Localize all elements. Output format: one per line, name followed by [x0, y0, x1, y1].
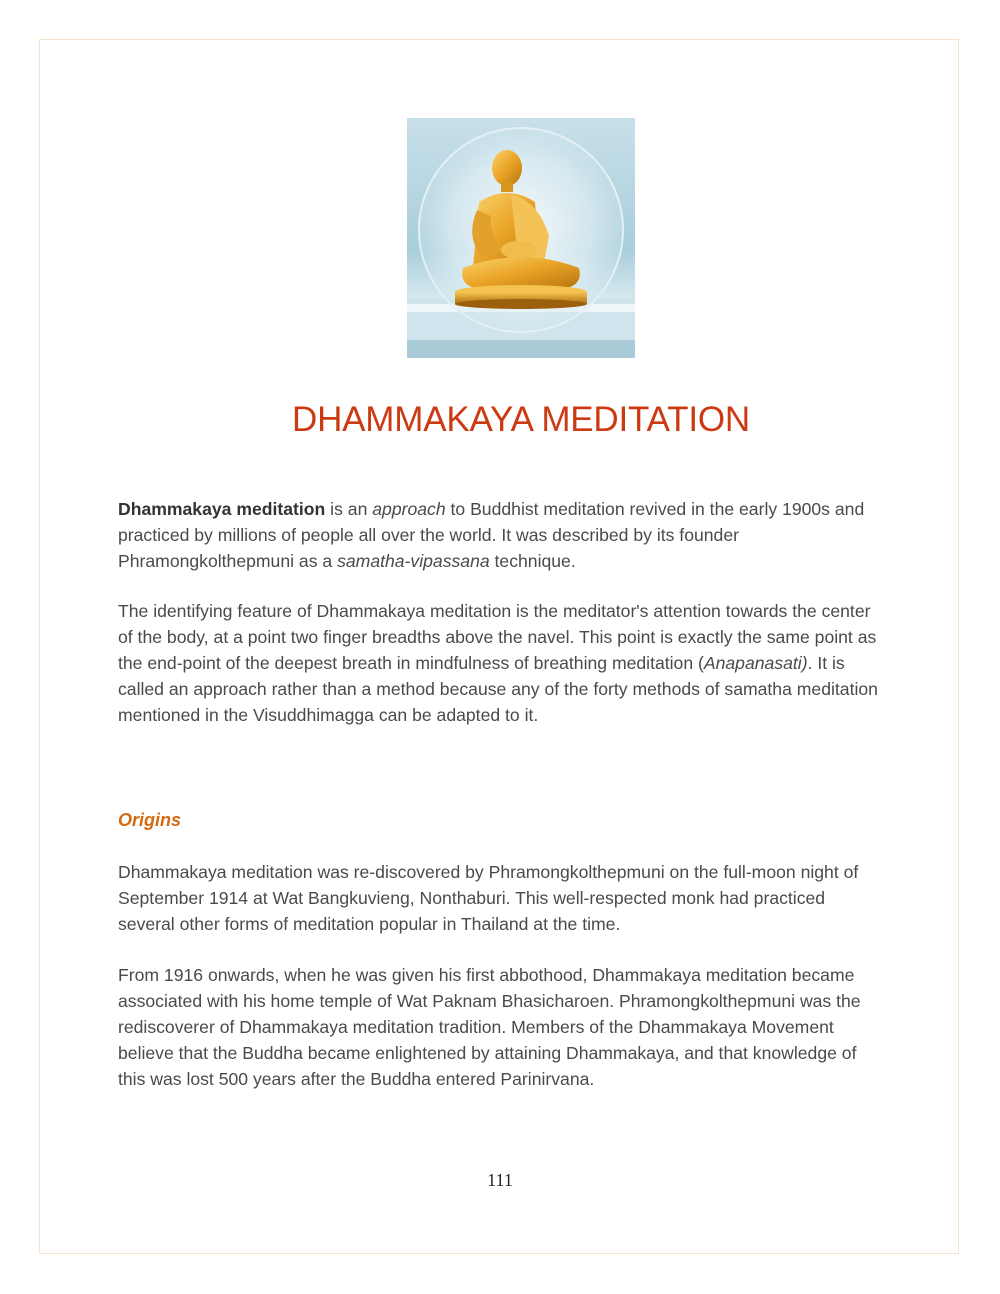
feature-paragraph	[118, 598, 878, 728]
page-title: DHAMMAKAYA MEDITATION	[292, 400, 750, 439]
origins-paragraph-1: Dhammakaya meditation was re-discovered by Phramongkolthepmuni on the full-moon night of September 1914 at Wat Bangkuvieng, Nonthaburi. This well-respected monk had practiced several other forms of meditation popular in Thailand at the time.	[118, 862, 859, 934]
italic-run: approach	[372, 499, 446, 519]
origins-paragraph-2: From 1916 onwards, when he was given his first abbothood, Dhammakaya meditation became associated with his home temple of Wat Paknam Bhasicharoen. Phramongkolthepmuni was the rediscoverer of Dhammakaya meditation tradition. Members of the Dhammakaya Movement believe that the Buddha became enlightened by attaining Dhammakaya, and that knowledge of this was lost 500 years after the Buddha entered Parinirvana.	[118, 965, 861, 1089]
intro-paragraph	[118, 496, 878, 574]
text-run: is an	[325, 499, 373, 519]
text-run: technique.	[489, 551, 576, 571]
text-run: . It is called an approach rather than a method because any of the forty methods of samatha meditation mentioned in the Visuddhimagga can be adapted to it.	[118, 653, 878, 725]
golden-statue-image	[407, 118, 635, 358]
text-run: to Buddhist meditation revived in the early 1900s and practiced by millions of people all over the world. It was described by its founder Phramongkolthepmuni as a	[118, 499, 865, 571]
page-number: 111	[487, 1170, 513, 1190]
italic-run: Anapanasati)	[703, 653, 808, 673]
italic-run: samatha-vipassana	[337, 551, 490, 571]
bold-term: Dhammakaya meditation	[118, 499, 326, 519]
section-heading-origins: Origins	[118, 810, 182, 830]
text-run: The identifying feature of Dhammakaya meditation is the meditator's attention towards the center of the body, at a point two finger breadths above the navel. This point is exactly the same point as the end-point of the deepest breath in mindfulness of breathing meditation (	[118, 601, 877, 673]
